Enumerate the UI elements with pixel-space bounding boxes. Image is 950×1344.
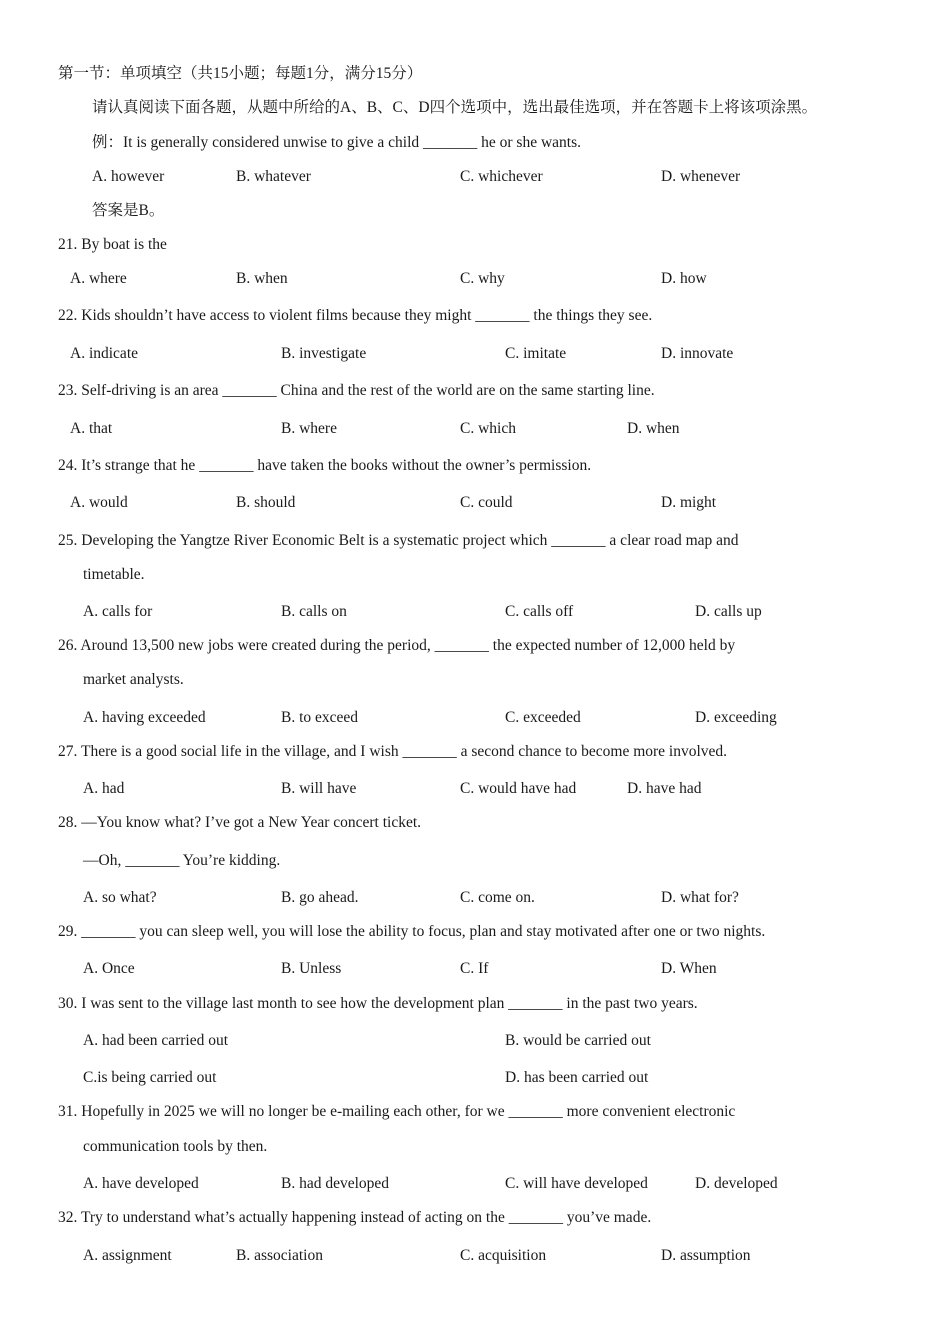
question-31-option-b: B. had developed bbox=[281, 1175, 390, 1192]
question-28-option-b: B. go ahead. bbox=[281, 889, 359, 906]
question-23-option-a: A. that bbox=[70, 420, 113, 437]
question-28-option-d: D. what for? bbox=[661, 889, 739, 906]
question-31-option-d: D. developed bbox=[695, 1175, 778, 1192]
question-31-option-a: A. have developed bbox=[83, 1175, 199, 1192]
question-30-option-a: A. had been carried out bbox=[83, 1032, 229, 1049]
question-29-option-c: C. If bbox=[460, 960, 489, 977]
section-heading: 第一节：单项填空（共15小题；每题1分，满分15分） bbox=[58, 65, 423, 82]
question-25-option-a: A. calls for bbox=[83, 603, 153, 620]
question-28-stem-cont: —Oh, _______ You’re kidding. bbox=[83, 852, 281, 869]
question-29-stem: 29. _______ you can sleep well, you will lose the ability to focus, plan and stay motivated after one or two nights. bbox=[58, 923, 766, 940]
question-25-stem: 25. Developing the Yangtze River Economic Belt is a systematic project which _______ a clear road map and bbox=[58, 532, 739, 549]
question-26-option-c: C. exceeded bbox=[505, 709, 581, 726]
question-23-stem: 23. Self-driving is an area _______ China and the rest of the world are on the same starting line. bbox=[58, 382, 655, 399]
question-22-option-d: D. innovate bbox=[661, 345, 734, 362]
question-23-option-b: B. where bbox=[281, 420, 337, 437]
question-21-option-c: C. why bbox=[460, 270, 505, 287]
example-stem: 例：It is generally considered unwise to give a child _______ he or she wants. bbox=[92, 134, 581, 151]
question-28-option-a: A. so what? bbox=[83, 889, 157, 906]
question-27-option-c: C. would have had bbox=[460, 780, 577, 797]
question-24-stem: 24. It’s strange that he _______ have taken the books without the owner’s permission. bbox=[58, 457, 592, 474]
question-21-option-d: D. how bbox=[661, 270, 707, 287]
example-option-b: B. whatever bbox=[236, 168, 311, 185]
question-27-option-a: A. had bbox=[83, 780, 125, 797]
question-22-option-a: A. indicate bbox=[70, 345, 139, 362]
question-27-option-d: D. have had bbox=[627, 780, 702, 797]
example-option-d: D. whenever bbox=[661, 168, 741, 185]
question-30-option-c: C.is being carried out bbox=[83, 1069, 217, 1086]
question-30-option-b: B. would be carried out bbox=[505, 1032, 651, 1049]
question-26-option-b: B. to exceed bbox=[281, 709, 359, 726]
question-30-option-d: D. has been carried out bbox=[505, 1069, 649, 1086]
question-32-option-b: B. association bbox=[236, 1247, 323, 1264]
question-28-option-c: C. come on. bbox=[460, 889, 535, 906]
question-32-stem: 32. Try to understand what’s actually happening instead of acting on the _______ you’ve made. bbox=[58, 1209, 652, 1226]
question-29-option-a: A. Once bbox=[83, 960, 135, 977]
question-21-option-a: A. where bbox=[70, 270, 127, 287]
example-option-a: A. however bbox=[92, 168, 165, 185]
example-answer: 答案是B。 bbox=[92, 202, 165, 219]
question-22-stem: 22. Kids shouldn’t have access to violent films because they might _______ the things they see. bbox=[58, 307, 653, 324]
question-26-option-a: A. having exceeded bbox=[83, 709, 206, 726]
question-26-option-d: D. exceeding bbox=[695, 709, 777, 726]
question-25-option-b: B. calls on bbox=[281, 603, 347, 620]
question-24-option-d: D. might bbox=[661, 494, 717, 511]
question-25-stem-cont: timetable. bbox=[83, 566, 145, 583]
question-27-option-b: B. will have bbox=[281, 780, 357, 797]
question-32-option-d: D. assumption bbox=[661, 1247, 751, 1264]
question-26-stem-cont: market analysts. bbox=[83, 671, 184, 688]
question-21-stem: 21. By boat is the bbox=[58, 236, 167, 253]
question-26-stem: 26. Around 13,500 new jobs were created during the period, _______ the expected number of 12,000 held by bbox=[58, 637, 736, 654]
question-31-stem: 31. Hopefully in 2025 we will no longer be e-mailing each other, for we _______ more convenient electronic bbox=[58, 1103, 736, 1120]
question-31-stem-cont: communication tools by then. bbox=[83, 1138, 268, 1155]
question-25-option-c: C. calls off bbox=[505, 603, 574, 620]
question-29-option-d: D. When bbox=[661, 960, 717, 977]
question-25-option-d: D. calls up bbox=[695, 603, 762, 620]
question-27-stem: 27. There is a good social life in the village, and I wish _______ a second chance to become more involved. bbox=[58, 743, 728, 760]
question-32-option-a: A. assignment bbox=[83, 1247, 172, 1264]
section-instructions: 请认真阅读下面各题，从题中所给的A、B、C、D四个选项中，选出最佳选项，并在答题卡上将该项涂黑。 bbox=[92, 99, 818, 116]
question-22-option-b: B. investigate bbox=[281, 345, 367, 362]
question-22-option-c: C. imitate bbox=[505, 345, 567, 362]
question-24-option-b: B. should bbox=[236, 494, 296, 511]
question-30-stem: 30. I was sent to the village last month to see how the development plan _______ in the past two years. bbox=[58, 995, 698, 1012]
question-32-option-c: C. acquisition bbox=[460, 1247, 547, 1264]
question-29-option-b: B. Unless bbox=[281, 960, 342, 977]
question-23-option-d: D. when bbox=[627, 420, 680, 437]
example-option-c: C. whichever bbox=[460, 168, 543, 185]
question-21-option-b: B. when bbox=[236, 270, 288, 287]
question-23-option-c: C. which bbox=[460, 420, 516, 437]
question-28-stem: 28. —You know what? I’ve got a New Year concert ticket. bbox=[58, 814, 422, 831]
question-24-option-a: A. would bbox=[70, 494, 128, 511]
question-31-option-c: C. will have developed bbox=[505, 1175, 648, 1192]
question-24-option-c: C. could bbox=[460, 494, 513, 511]
